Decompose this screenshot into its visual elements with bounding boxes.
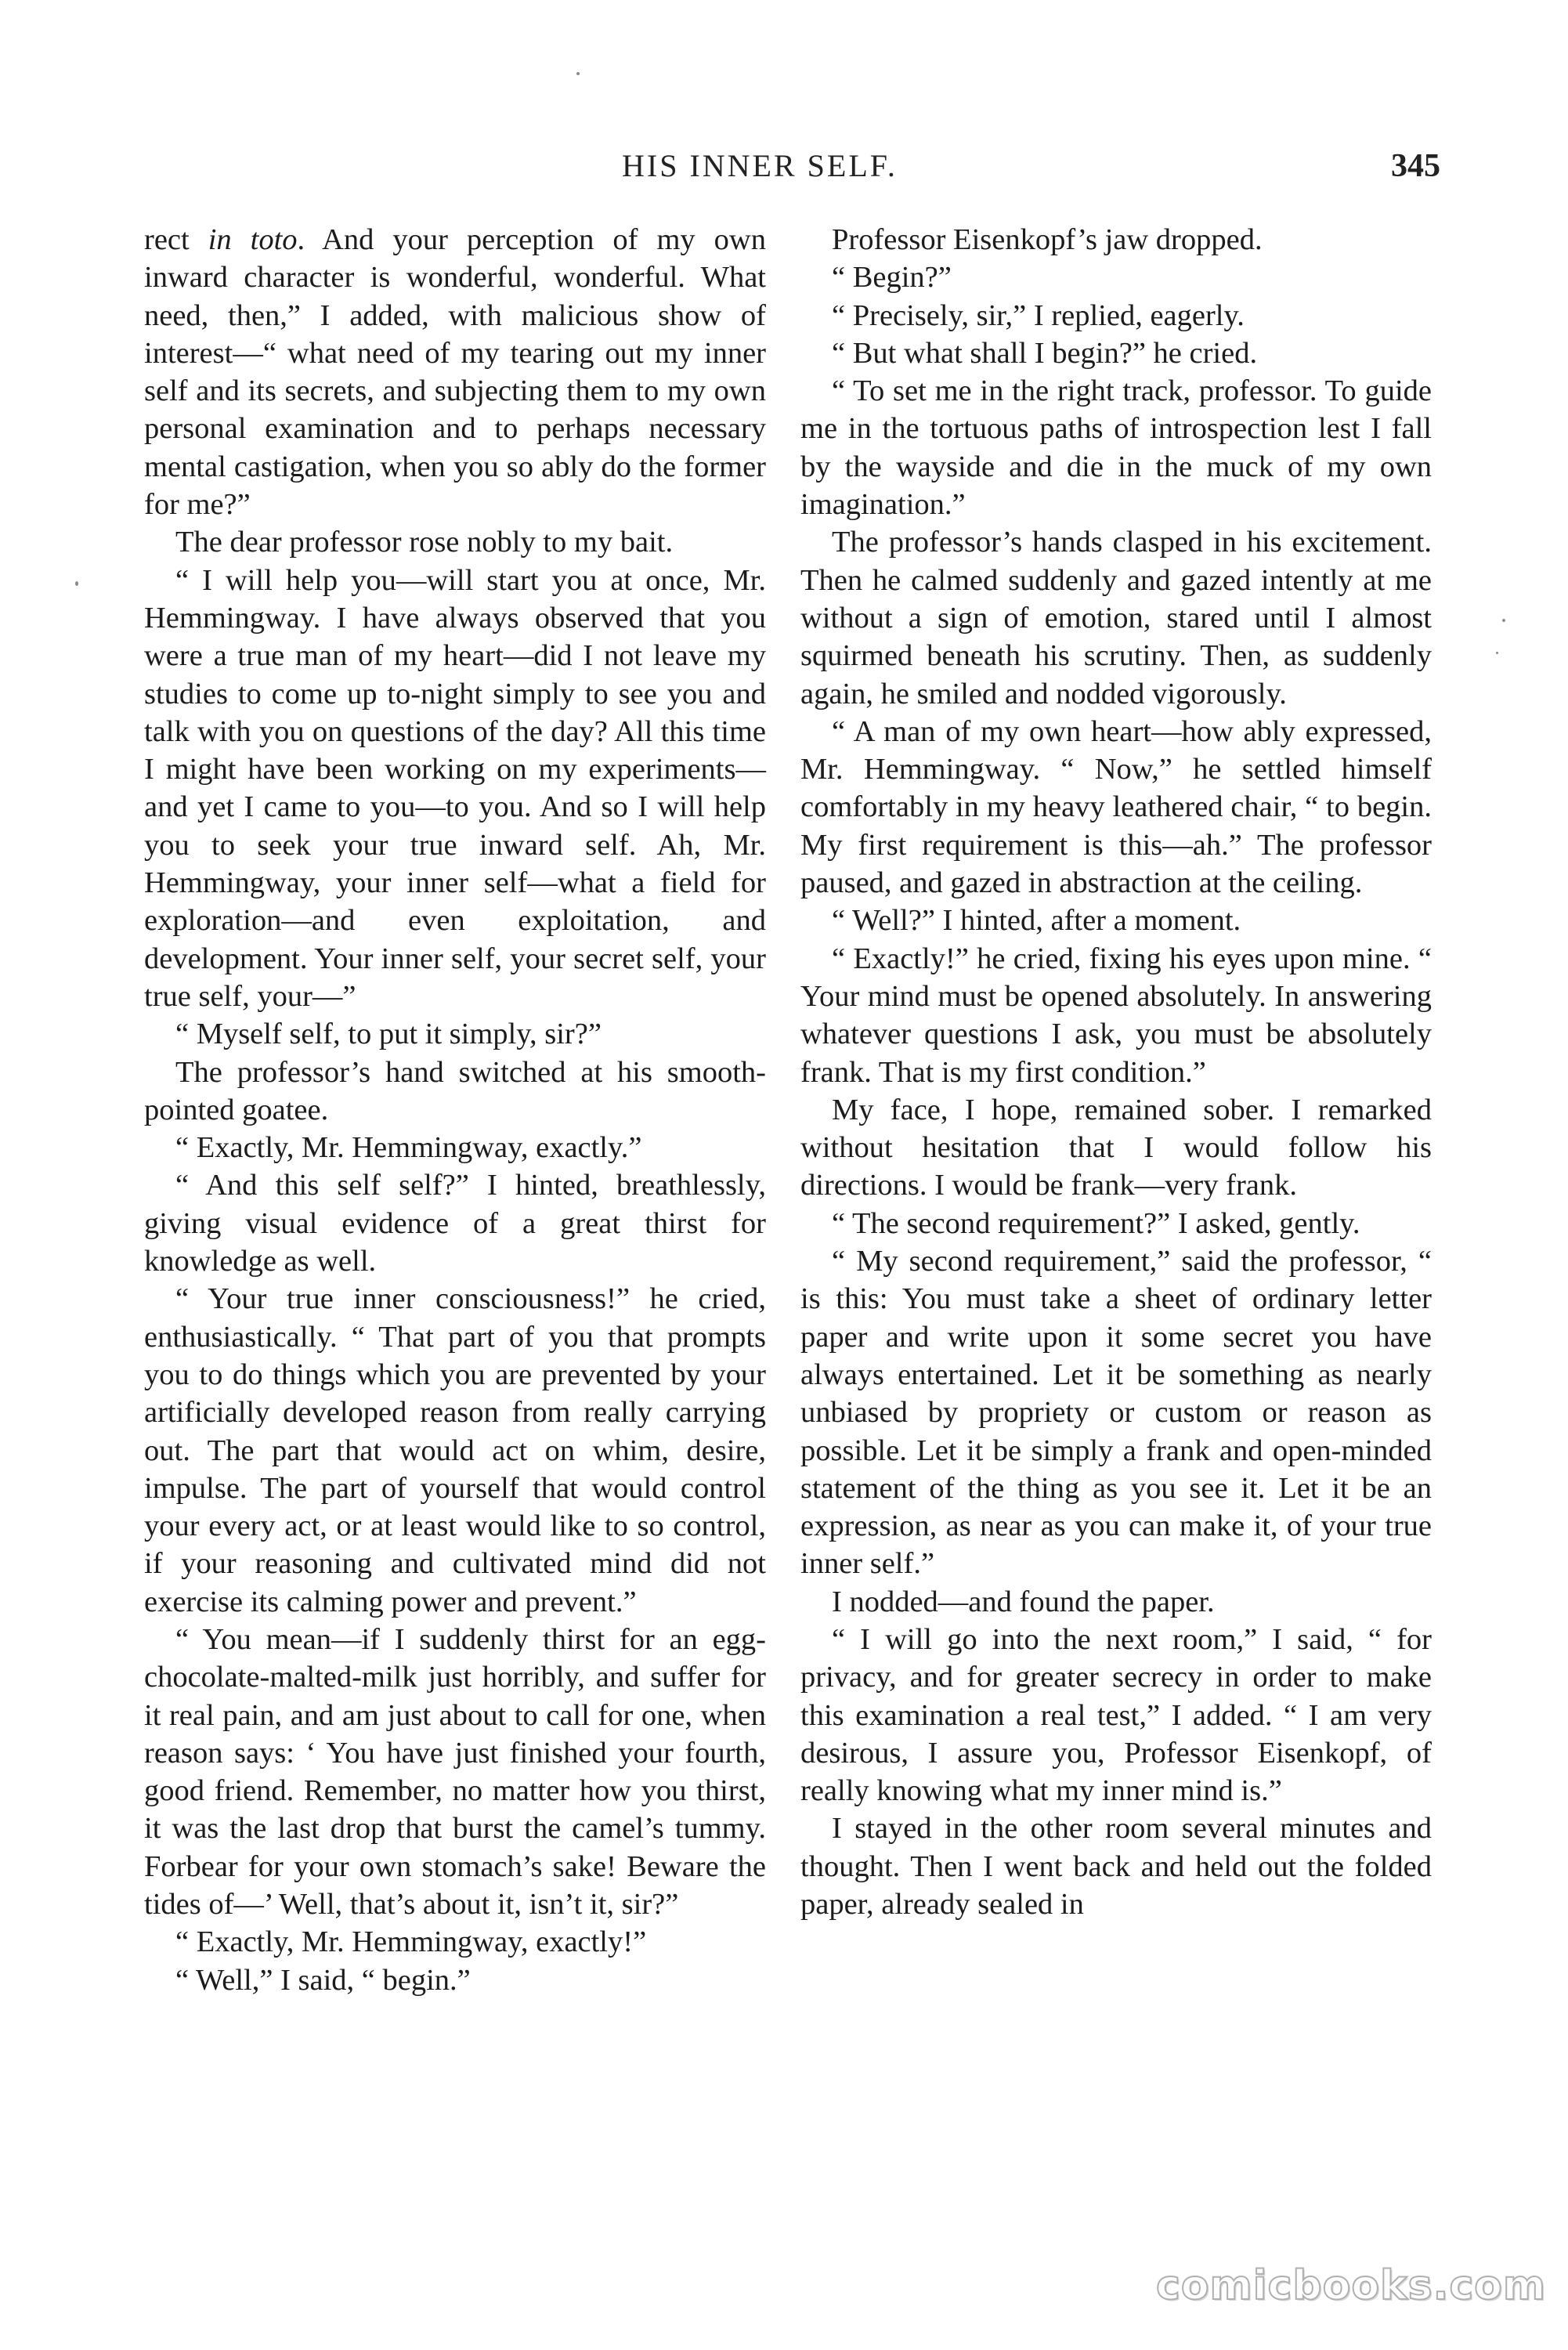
paragraph: “ A man of my own heart—how ably expressed, Mr. Hemmingway. “ Now,” he settled himself comfortably in my heavy leathered chair, “ to begin. My first requirement is this—ah.” The professor paused, and gazed in abstraction at the ceiling.: [800, 714, 1432, 900]
right-column: [800, 221, 1432, 1923]
running-head: HIS INNER SELF.: [622, 148, 898, 183]
paragraph: “ To set me in the right track, professor. To guide me in the tortuous paths of introspection lest I fall by the wayside and die in the muck of my own imagination.”: [800, 374, 1432, 522]
print-speck: [1502, 619, 1505, 622]
paragraph: “ Exactly, Mr. Hemmingway, exactly!”: [175, 1925, 647, 1959]
watermark-logo: comicbooks.com: [1156, 2262, 1547, 2309]
paragraph: “ Exactly, Mr. Hemmingway, exactly.”: [175, 1131, 642, 1165]
page-number: 345: [1391, 148, 1440, 184]
paragraph: Professor Eisenkopf’s jaw dropped.: [832, 223, 1263, 256]
print-speck: [1496, 652, 1498, 654]
paragraph-text: rect: [144, 223, 208, 256]
paragraph: “ I will go into the next room,” I said, “ for privacy, and for greater secrecy in order to make this examination a real test,” I added. “ I am very desirous, I assure you, Professor Eisenkopf, of really knowing what my inner mind is.”: [800, 1622, 1432, 1808]
paragraph: “ My second requirement,” said the professor, “ is this: You must take a sheet of ordinary letter paper and write upon it some secret you have always entertained. Let it be something as nearly unbiased by propriety or custom or reason as possible. Let it be simply a frank and open-minded statement of the thing as you see it. Let it be an expression, as near as you can make it, of your true inner self.”: [800, 1245, 1432, 1581]
paragraph: “ Precisely, sir,” I replied, eagerly.: [832, 298, 1245, 332]
left-column: [144, 221, 766, 1999]
paragraph: “ The second requirement?” I asked, gently.: [832, 1206, 1360, 1240]
paragraph: “ Begin?”: [832, 261, 952, 295]
paragraph: “ But what shall I begin?” he cried.: [832, 336, 1258, 370]
paragraph: The professor’s hand switched at his smooth-pointed goatee.: [144, 1055, 766, 1126]
paragraph: “ I will help you—will start you at once, Mr. Hemmingway. I have always observed that you were a true man of my heart—did I not leave my studies to come up to-night simply to see you and talk with you on questions of the day? All this time I might have been working on my experiments—and yet I came to you—to you. And so I will help you to seek your true inward self. Ah, Mr. Hemmingway, your inner self—what a field for exploration—and even exploitation, and development. Your inner self, your secret self, your true self, your—”: [144, 563, 766, 1013]
print-speck: [75, 581, 78, 586]
print-speck: [576, 72, 580, 75]
paragraph: “ Myself self, to put it simply, sir?”: [175, 1018, 602, 1051]
paragraph: I nodded—and found the paper.: [832, 1585, 1215, 1618]
paragraph: “ And this self self?” I hinted, breathlessly, giving visual evidence of a great thirst for knowledge as well.: [144, 1169, 766, 1278]
paragraph: “ Well?” I hinted, after a moment.: [832, 904, 1241, 938]
paragraph: “ Exactly!” he cried, fixing his eyes upon mine. “ Your mind must be opened absolutely. In answering whatever questions I ask, you must be absolutely frank. That is my first condition.”: [800, 942, 1432, 1089]
paragraph: The professor’s hands clasped in his excitement. Then he calmed suddenly and gazed intently at me without a sign of emotion, stared until I almost squirmed beneath his scrutiny. Then, as suddenly again, he smiled and nodded vigorously.: [800, 526, 1432, 710]
paragraph: The dear professor rose nobly to my bait.: [175, 526, 674, 559]
paragraph: [144, 221, 766, 523]
paragraph: “ Your true inner consciousness!” he cried, enthusiastically. “ That part of you that prompts you to do things which you are prevented by your artificially developed reason from really carrying out. The part that would act on whim, desire, impulse. The part of yourself that would control your every act, or at least would like to so control, if your reasoning and cultivated mind did not exercise its calming power and prevent.”: [144, 1282, 766, 1618]
italic-phrase: in toto: [208, 223, 298, 256]
paragraph: “ You mean—if I suddenly thirst for an egg-chocolate-malted-milk just horribly, and suffer for it real pain, and am just about to call for one, when reason says: ‘ You have just finished your fourth, good friend. Remember, no matter how you thirst, it was the last drop that burst the camel’s tummy. Forbear for your own stomach’s sake! Beware the tides of—’ Well, that’s about it, isn’t it, sir?”: [144, 1622, 766, 1922]
paragraph: I stayed in the other room several minutes and thought. Then I went back and held out the folded paper, already sealed in: [800, 1812, 1432, 1922]
paragraph-text: . And your perception of my own inward character is wonderful, wonderful. What need, then,” I added, with malicious show of interest—“ what need of my tearing out my inner self and its secrets, and subjecting them to my own personal examination and to perhaps necessary mental castigation, when you so ably do the former for me?”: [144, 223, 766, 522]
paragraph: “ Well,” I said, “ begin.”: [175, 1963, 471, 1997]
paragraph: My face, I hope, remained sober. I remarked without hesitation that I would follow his directions. I would be frank—very frank.: [800, 1093, 1432, 1202]
